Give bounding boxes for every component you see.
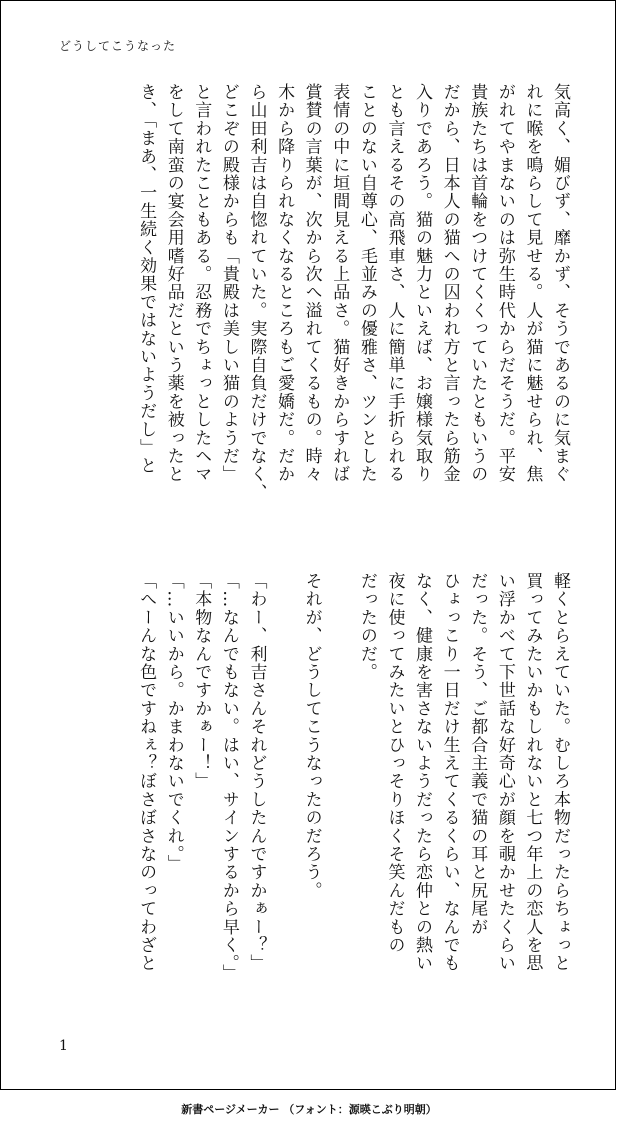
text-line: 木から降りられなくなるところもご愛嬌だ。だか (274, 83, 295, 484)
text-line: がれてやまないのは弥生時代からだそうだ。平安 (494, 83, 515, 484)
text-line: と言われたこともある。忍務でちょっとしたヘマ (191, 83, 212, 484)
text-line: 賞賛の言葉が、次から次へ溢れてくるもの。時々 (301, 83, 322, 484)
text-line: なく、健康を害さないようだったら恋仲との熱い (412, 572, 433, 973)
chapter-title: どうしてこうなった (59, 39, 177, 53)
text-line: だったのだ。 (356, 572, 377, 682)
dialogue-line: 「わー、利吉さんそれどうしたんですかぁー？」 (246, 572, 267, 973)
dialogue-line: 「…なんでもない。はい、サインするから早く。」 (218, 572, 239, 983)
dialogue-line: 「へーんな色ですねぇ？ぼさぼさなのってわざと (136, 572, 157, 973)
footer-credit: 新書ページメーカー （フォント：源暎こぶり明朝） (181, 1103, 437, 1116)
dialogue-line: 「本物なんですかぁー！」 (191, 572, 212, 791)
text-block-top (132, 83, 574, 523)
text-line: 夜に使ってみたいとひっそりほくそ笑んだもの (384, 572, 405, 955)
text-line: れに喉を鳴らして見せる。人が猫に魅せられ、焦 (522, 83, 543, 484)
text-line: をして南蛮の宴会用嗜好品だという薬を被ったと (163, 83, 184, 484)
text-line: ひょっこり一日だけ生えてくるくらい、なんでも (439, 572, 460, 973)
text-line: ら山田利吉は自惚れていた。実際自負だけでなく、 (246, 83, 267, 502)
blank-line (325, 572, 353, 992)
blank-line (269, 572, 297, 992)
page-number: 1 (59, 1038, 68, 1054)
text-line: 入りであろう。猫の魅力といえば、お嬢様気取り (412, 83, 433, 484)
text-line: き、「まあ、一生続く効果ではないようだし」と (136, 83, 157, 475)
text-line: 買ってみたいかもしれないと七つ年上の恋人を思 (522, 572, 543, 973)
text-line: だった。そう、ご都合主義で猫の耳と尻尾が (467, 572, 488, 936)
text-line: それが、どうしてこうなったのだろう。 (301, 572, 322, 900)
text-line: 軽くとらえていた。むしろ本物だったらちょっと (550, 572, 570, 973)
text-line: 気高く、媚びず、靡かず、そうであるのに気まぐ (550, 83, 570, 484)
text-line: だから、日本人の猫への囚われ方と言ったら筋金 (439, 83, 460, 484)
dialogue-line: 「…いいから。かまわないでくれ。」 (163, 572, 184, 873)
text-line: とも言えるその高飛車さ、人に簡単に手折られる (384, 83, 405, 484)
text-line: ことのない自尊心、毛並みの優雅さ、ツンとした (356, 83, 377, 484)
text-line: 貴族たちは首輪をつけてくくっていたともいうの (467, 83, 488, 484)
text-line: い浮かべて下世話な好奇心が顔を覗かせたくらい (494, 572, 515, 973)
text-line: どこぞの殿様からも「貴殿は美しい猫のようだ」 (218, 83, 239, 484)
text-block-bottom (132, 572, 574, 992)
text-line: 表情の中に垣間見える上品さ。猫好きからすれば (329, 83, 350, 484)
